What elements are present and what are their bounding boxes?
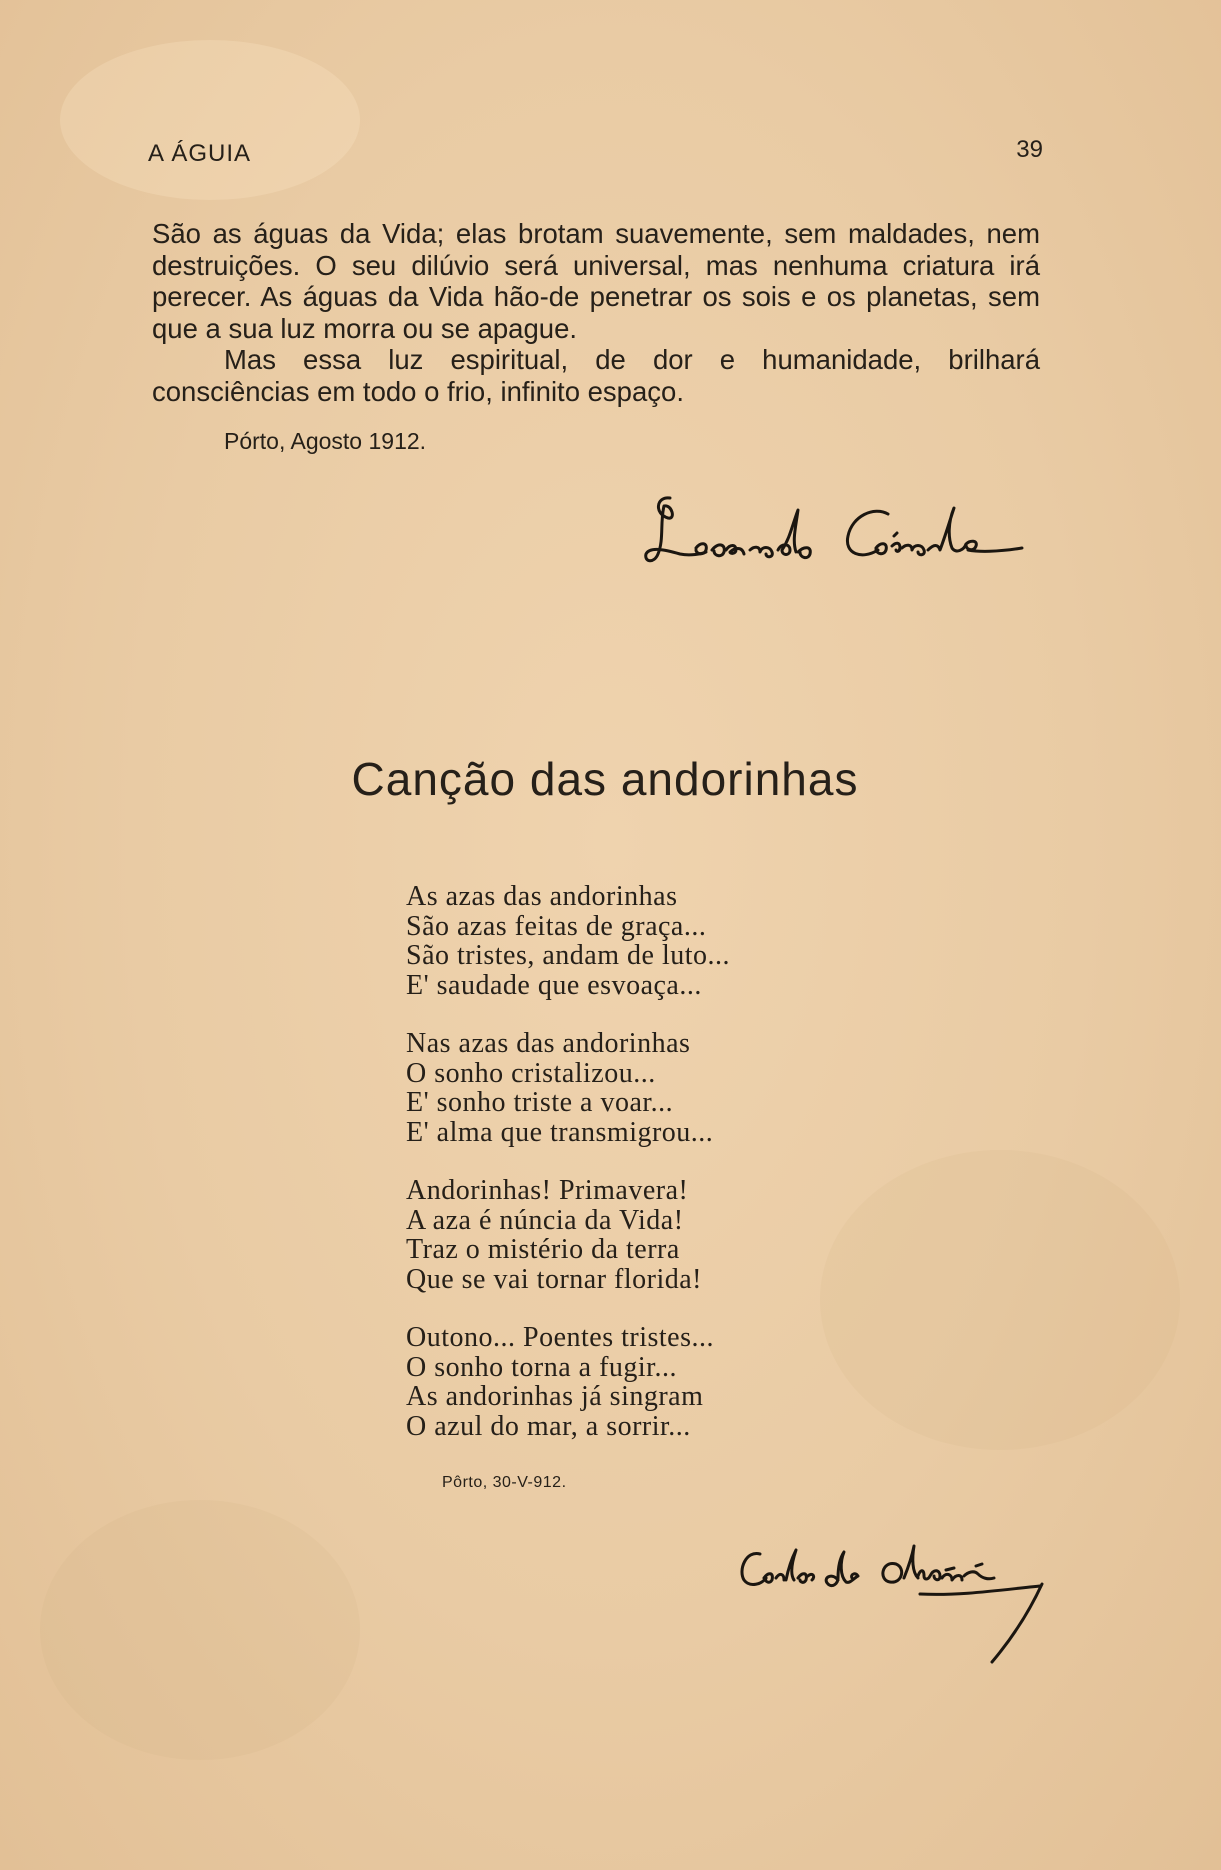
- running-head: [148, 136, 1043, 172]
- poem-line: E' saudade que esvoaça...: [406, 969, 702, 1001]
- poem-line: Que se vai tornar florida!: [406, 1263, 702, 1295]
- prose-paragraph: São as águas da Vida; elas brotam suavemente, sem maldades, nem destruições. O seu dilúvio será universal, mas nenhuma criatura irá perecer. As águas da Vida hão-de penetrar os sois e os planetas, sem que a sua luz morra ou se apague.: [152, 218, 1040, 344]
- paper-stain: [40, 1500, 360, 1760]
- poem-line: São tristes, andam de luto...: [406, 940, 731, 971]
- poem-line: As azas das andorinhas: [406, 881, 678, 912]
- poem-line: E' sonho triste a voar...: [406, 1087, 674, 1118]
- poem-line: E' alma que transmigrou...: [406, 1116, 714, 1148]
- journal-title: A ÁGUIA: [148, 140, 252, 167]
- prose-block: [152, 218, 1040, 407]
- poem-line: Andorinhas! Primavera!: [406, 1175, 689, 1206]
- poem-line: O azul do mar, a sorrir...: [406, 1410, 691, 1442]
- poem-line: Traz o mistério da terra: [406, 1234, 680, 1265]
- paper-stain: [820, 1150, 1180, 1450]
- poem-line: Outono... Poentes tristes...: [406, 1322, 714, 1353]
- poem-stanza: [406, 1323, 826, 1441]
- poem-place-date: Pôrto, 30-V-912.: [442, 1474, 567, 1491]
- poem-stanza: [406, 1176, 826, 1294]
- poem-line: As andorinhas já singram: [406, 1381, 704, 1412]
- page-number: 39: [1016, 136, 1043, 163]
- poem-stanza: [406, 882, 826, 1000]
- paper-stain: [60, 40, 360, 200]
- poem-line: A aza é núncia da Vida!: [406, 1204, 684, 1236]
- poem-title: Canção das andorinhas: [351, 753, 859, 805]
- poem-body: [406, 882, 826, 1470]
- signature-carlos-de-oliveira: [730, 1540, 1050, 1665]
- signature-leonardo-coimbra: [640, 492, 1040, 574]
- poem-line: O sonho torna a fugir...: [406, 1351, 677, 1383]
- poem-line: São azas feitas de graça...: [406, 910, 707, 942]
- poem-stanza: [406, 1029, 826, 1147]
- poem-line: O sonho cristalizou...: [406, 1057, 656, 1089]
- prose-paragraph: Mas essa luz espiritual, de dor e humanidade, brilhará consciências em todo o frio, infinito espaço.: [152, 344, 1040, 407]
- prose-place-date: Pórto, Agosto 1912.: [224, 428, 427, 454]
- poem-line: Nas azas das andorinhas: [406, 1028, 691, 1059]
